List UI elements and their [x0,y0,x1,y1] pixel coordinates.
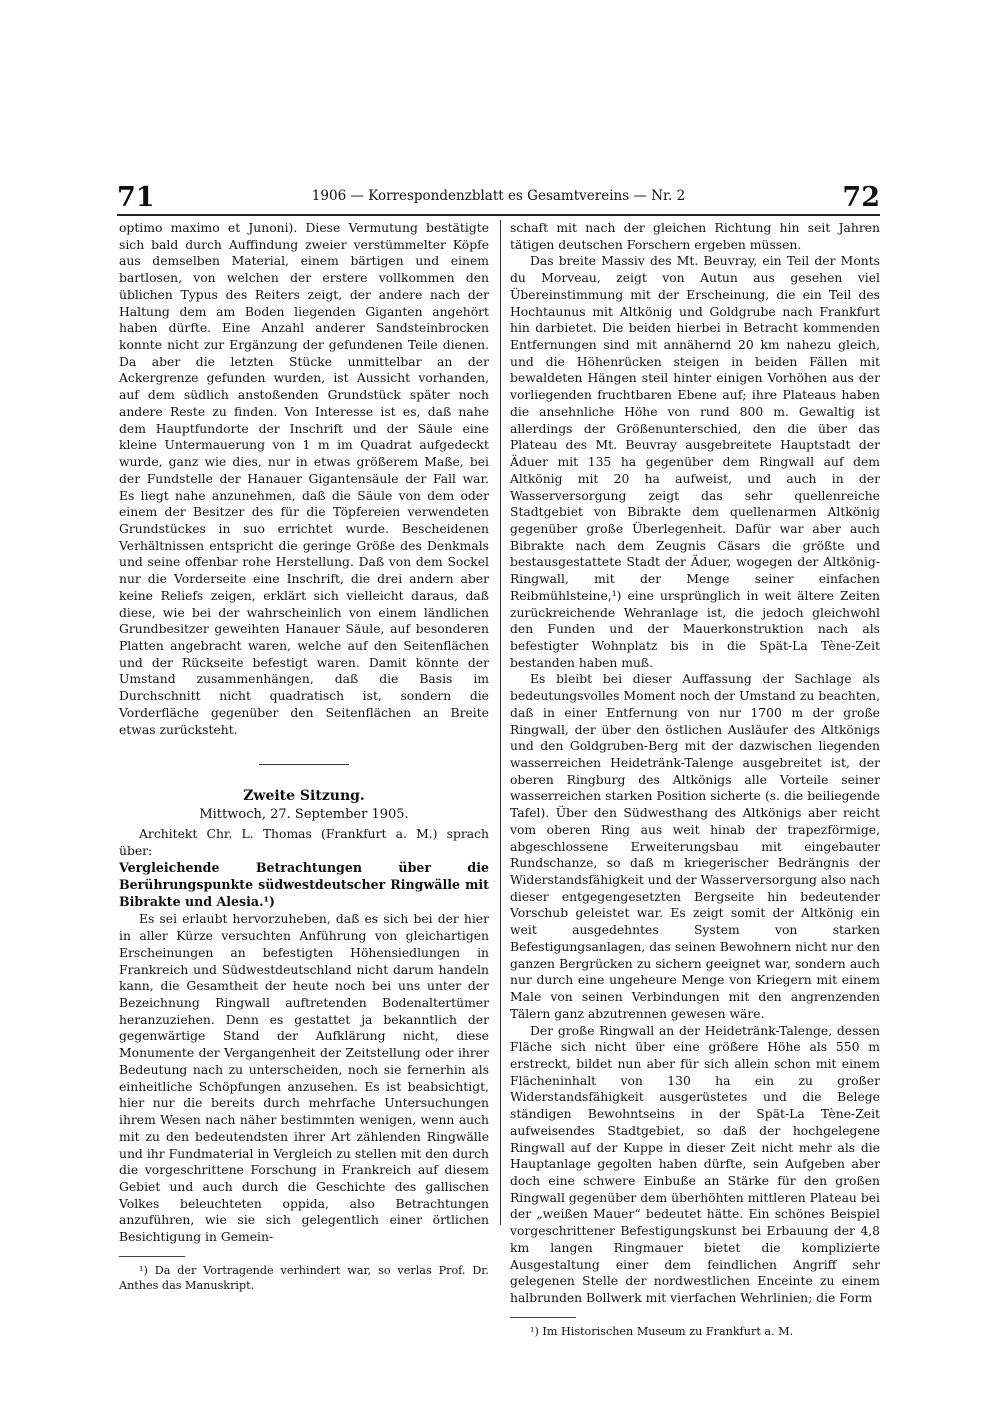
right-paragraph-1: schaft mit nach der gleichen Richtung hin seit Jahren tätigen deutschen Forschern ergeben müssen. [510,221,880,252]
right-column [510,220,880,1339]
column-divider [500,220,501,1225]
section-separator [259,764,349,765]
section-date: Mittwoch, 27. September 1905. [199,807,409,823]
page-number-left: 71 [117,182,155,213]
speaker-line: Architekt Chr. L. Thomas (Frankfurt a. M.) sprach über: [119,827,489,858]
right-paragraph-2: Das breite Massiv des Mt. Beuvray, ein Teil der Monts du Morveau, zeigt von Autun aus gesehen viel Übereinstimmung mit der Erscheinung, die ein Teil des Hochtaunus mit Altkönig und Goldgrube nach Frankfurt hin darbietet. Die beiden hierbei in Betracht kommenden Entfernungen sind mit annähernd 20 km nahezu gleich, und die Höhenrücken steigen in beiden Fällen mit bewaldeten Hängen steil hinter einigen Vorhöhen aus der vorliegenden fruchtbaren Ebene auf; ihre Plateaus haben die ansehnliche Höhe von rund 800 m. Gewaltig ist allerdings der Größenunterschied, den die über das Plateau des Mt. Beuvray ausgebreitete Hauptstadt der Äduer mit 135 ha gegenüber dem Ringwall auf dem Altkönig mit 20 ha aufweist, und auch in der Wasserversorgung zeigt das sehr quellenreiche Stadtgebiet von Bibrakte dem quellenarmen Altkönig gegenüber große Überlegenheit. Dafür war aber auch Bibrakte nach dem Zeugnis Cäsars die größte und bestausgestattete Stadt der Äduer, wogegen der Altkönig-Ringwall, mit der Menge seiner einfachen Reibmühlsteine,¹) eine ursprünglich in weit ältere Zeiten zurückreichende Wehranlage ist, die jedoch gleichwohl den Funden und der Mauerkonstruktion nach als befestigter Wohnplatz bis in die Spät-La Tène-Zeit bestanden haben muß. [510,254,880,670]
page-number-right: 72 [842,182,880,213]
lecture-title: Vergleichende Betrachtungen über die Berührungspunkte südwestdeutscher Ringwälle mit Bibrakte und Alesia.¹) [119,859,489,909]
right-paragraph-3: Es bleibt bei dieser Auffassung der Sachlage als bedeutungsvolles Moment noch der Umstand zu beachten, daß in einer Entfernung von nur 1700 m der große Ringwall, der über den östlichen Ausläufer des Altkönigs und den Goldgruben-Berg mit der dazwischen liegenden wasserreichen Heidetränk-Talenge ausgebreitet ist, der oberen Ringburg des Altkönigs alle Vorteile seiner wasserreichen starken Position sicherte (s. die beiliegende Tafel). Über den Südwesthang des Altkönigs aber reicht vom oberen Ring aus weit hinab der trapezförmige, abgeschlossene Erweiterungsbau mit eingebauter Rundschanze, so daß m kriegerischer Bedrängnis der Widerstandsfähigkeit und der Wasserversorgung also nach dieser entgegengesetzten Bergseite hin bedeutender Vorschub geleistet war. Es zeigt somit der Altkönig ein weit ausgedehntes System von starken Befestigungsanlagen, das seinen Bewohnern nicht nur den ganzen Bergrücken zu sichern geeignet war, sondern auch nur durch eine ungeheure Menge von Kriegern mit einem Male von seinen Verbindungen mit den angrenzenden Tälern ganz abzutrennen gewesen wäre. [510,672,880,1021]
left-paragraph-1: optimo maximo et Junoni). Diese Vermutung bestätigte sich bald durch Auffindung zweier verstümmelter Köpfe aus demselben Material, einem bärtigen und einem bartlosen, von welchen der erstere vollkommen den üblichen Typus des Reiters zeigt, der andere nach der Haltung dem am Boden liegenden Giganten angehört haben dürfte. Eine Anzahl anderer Sandsteinbrocken konnte nicht zur Ergänzung der gefundenen Teile dienen. Da aber die letzten Stücke unmittelbar an der Ackergrenze gefunden wurden, ist Aussicht vorhanden, auf dem südlich anstoßenden Grundstück später noch andere Reste zu finden. Von Interesse ist es, daß nahe dem Hauptfundorte der Inschrift und der Säule eine kleine Untermauerung von 1 m im Quadrat aufgedeckt wurde, ganz wie dies, nur in etwas größerem Maße, bei der Fundstelle der Hanauer Gigantensäule der Fall war. Es liegt nahe anzunehmen, daß die Säule von dem oder einem der Besitzer des für die Töpfereien verwendeten Grundstückes in suo errichtet wurde. Bescheidenen Verhältnissen entspricht die geringe Größe des Denkmals und seine offenbar rohe Herstellung. Daß von dem Sockel nur die Vorderseite eine Inschrift, die drei andern aber keine Reliefs zeigen, erklärt sich vielleicht daraus, daß diese, wie bei der wahrscheinlich von einem ländlichen Grundbesitzer geweihten Hanauer Säule, auf besonderen Platten angebracht waren, welche auf den Seitenflächen und der Rückseite befestigt waren. Damit könnte der Umstand zusammenhängen, daß die Basis im Durchschnitt nicht quadratisch ist, sondern die Vorderfläche gegenüber den Seitenflächen an Breite etwas zurücksteht. [119,221,489,737]
left-column [119,220,489,1293]
footnote-right: ¹) Im Historischen Museum zu Frankfurt a. M. [530,1324,794,1338]
header-rule [117,214,880,216]
footnote-rule-right [510,1317,576,1318]
running-title: 1906 — Korrespondenzblatt es Gesamtvereins — Nr. 2 [311,188,686,204]
section-title: Zweite Sitzung. [243,788,365,805]
page-header [117,182,880,216]
left-paragraph-2: Es sei erlaubt hervorzuheben, daß es sich bei der hier in aller Kürze versuchten Anführung von gleichartigen Erscheinungen an befestigten Höhensiedlungen in Frankreich und Südwestdeutschland nicht darum handeln kann, die Gesamtheit der heute noch bei uns unter der Bezeichnung Ringwall auftretenden Bodenaltertümer heranzuziehen. Denn es gestattet ja bekanntlich der gegenwärtige Stand der Aufklärung nicht, diese Monumente der Vergangenheit der Zeitstellung oder ihrer Bedeutung nach zu unterscheiden, noch sie fernerhin als einheitliche Schöpfungen anzusehen. Es ist beabsichtigt, hier nur die bereits durch mehrfache Untersuchungen ihrem Wesen nach näher bestimmten wenigen, wenn auch mit zu den bedeutendsten ihrer Art zählenden Ringwälle und ihr Fundmaterial in Vergleich zu stellen mit den durch die vorgeschrittene Forschung in Frankreich auf diesem Gebiet und auch durch die Geschichte des gallischen Volkes beleuchteten oppida, also Betrachtungen anzuführen, wie sie sich gelegentlich einer örtlichen Besichtigung in Gemein- [119,912,489,1245]
footnote-rule-left [119,1256,185,1257]
right-paragraph-4: Der große Ringwall an der Heidetränk-Talenge, dessen Fläche sich nicht über eine größere Höhe als 550 m erstreckt, bildet nun aber für sich allein schon mit einem Flächeninhalt von 130 ha ein zu großer Widerstandsfähigkeit ausgerüstetes und die Belege ständigen Bewohntseins in der Spät-La Tène-Zeit aufweisendes Stadtgebiet, so daß der hochgelegene Ringwall auf der Kuppe in dieser Zeit nicht mehr als die Hauptanlage gegolten haben dürfte, sein Aufgeben aber doch eine schwere Einbuße an Stärke für den großen Ringwall gegenüber dem überhöhten mittleren Plateau bei der „weißen Mauer“ bedeutet hätte. Ein schönes Beispiel vorgeschrittener Befestigungskunst bei Erbauung der 4,8 km langen Ringmauer bietet die komplizierte Ausgestaltung einer dem feindlichen Angriff sehr gelegenen Stelle der nordwestlichen Enceinte zu einem halbrunden Bollwerk mit vierfachen Wehrlinien; die Form [510,1023,880,1305]
footnote-left: ¹) Da der Vortragende verhindert war, so verlas Prof. Dr. Anthes das Manuskript. [119,1263,489,1292]
